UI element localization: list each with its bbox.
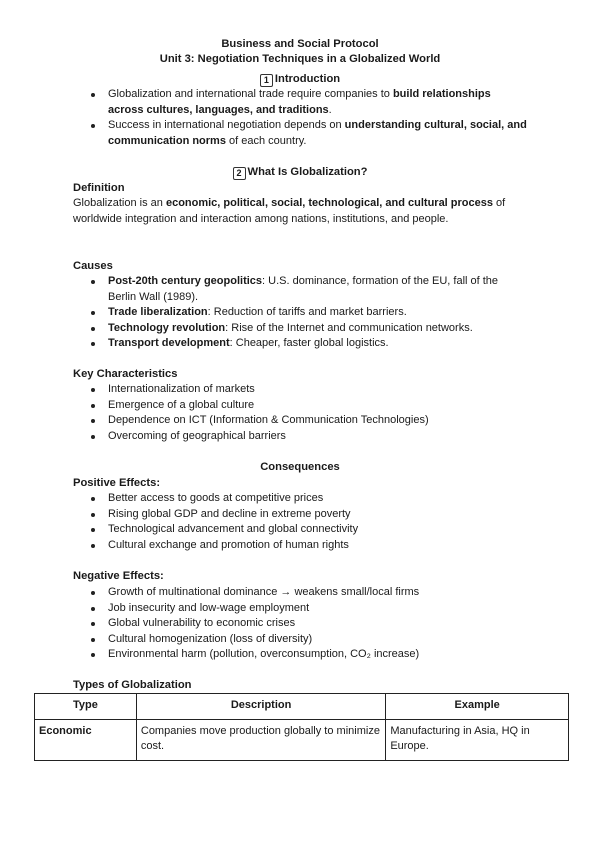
- types-label: Types of Globalization: [73, 679, 192, 691]
- unit-title: Unit 3: Negotiation Techniques in a Globalized World: [159, 53, 441, 65]
- list-item-bold: build relationships across cultures, languages, and traditions: [108, 88, 491, 116]
- negative-effects-label: Negative Effects:: [73, 570, 164, 582]
- course-title: Business and Social Protocol: [221, 38, 379, 50]
- list-item-text: : Reduction of tariffs and market barriers.: [207, 306, 407, 319]
- list-item: Better access to goods at competitive prices: [0, 491, 528, 507]
- list-item-text: : U.S. dominance, formation of the EU, fall of the Berlin Wall (1989).: [108, 275, 499, 303]
- consequences-heading: Consequences: [260, 461, 340, 473]
- list-item-text: of each country.: [225, 134, 307, 147]
- causes-list: [0, 274, 600, 352]
- list-item: [0, 336, 528, 352]
- list-item: Growth of multinational dominance → weakens small/local firms: [0, 585, 528, 601]
- list-item: [0, 305, 528, 321]
- definition-bold: economic, political, social, technological, and cultural process: [165, 197, 493, 209]
- definition-text: Globalization is an: [73, 197, 166, 209]
- list-item: Technological advancement and global connectivity: [0, 522, 528, 538]
- section-heading-what-is-globalization: [0, 165, 600, 181]
- causes-label: Causes: [73, 260, 113, 272]
- definition-label: Definition: [73, 182, 125, 194]
- column-header-description: Description: [136, 694, 385, 720]
- list-item: Emergence of a global culture: [0, 398, 528, 414]
- list-item: Internationalization of markets: [0, 382, 528, 398]
- characteristics-label: Key Characteristics: [73, 368, 178, 380]
- list-item-text: .: [328, 103, 332, 116]
- list-item-bold: Trade liberalization: [108, 306, 208, 319]
- list-item-bold: Technology revolution: [108, 321, 226, 334]
- list-item: Environmental harm (pollution, overconsumption, CO₂ increase): [0, 647, 528, 663]
- table-cell-type: Economic: [35, 720, 137, 761]
- list-item-text: : Cheaper, faster global logistics.: [229, 337, 389, 350]
- number-2-icon: 2: [233, 167, 246, 180]
- list-item-bold: Post-20th century geopolitics: [108, 275, 263, 287]
- list-item-bold: understanding cultural, social, and communication norms: [108, 119, 527, 147]
- what-heading-text: What Is Globalization?: [247, 166, 368, 178]
- list-item: Cultural exchange and promotion of human rights: [0, 538, 528, 554]
- list-item: [0, 274, 528, 305]
- table-cell-description: Companies move production globally to minimize cost.: [136, 720, 385, 761]
- list-item: Dependence on ICT (Information & Communication Technologies): [0, 413, 528, 429]
- column-header-example: Example: [386, 694, 569, 720]
- negative-effects-list: [0, 585, 600, 663]
- list-item: Cultural homogenization (loss of diversity): [0, 632, 528, 648]
- list-item: [0, 87, 528, 118]
- list-item: [0, 321, 528, 337]
- table-header-row: [35, 694, 569, 720]
- list-item-text: Success in international negotiation depends on: [108, 119, 345, 132]
- list-item-text: : Rise of the Internet and communication networks.: [225, 321, 473, 334]
- definition-text: of worldwide integration and interaction among nations, institutions, and people.: [73, 197, 506, 225]
- number-1-icon: 1: [260, 74, 273, 87]
- list-item-bold: Transport development: [108, 337, 230, 350]
- positive-effects-label: Positive Effects:: [73, 477, 161, 489]
- list-item: [0, 118, 528, 149]
- section-heading-introduction: [0, 72, 600, 88]
- positive-effects-list: [0, 491, 600, 553]
- introduction-list: [0, 87, 600, 149]
- introduction-heading-text: Introduction: [274, 73, 341, 85]
- list-item: Global vulnerability to economic crises: [0, 616, 528, 632]
- types-table: [34, 693, 569, 761]
- table-cell-example: Manufacturing in Asia, HQ in Europe.: [386, 720, 569, 761]
- list-item: Rising global GDP and decline in extreme poverty: [0, 507, 528, 523]
- list-item: Job insecurity and low-wage employment: [0, 601, 528, 617]
- table-row: [35, 720, 569, 761]
- column-header-type: Type: [35, 694, 137, 720]
- list-item: Overcoming of geographical barriers: [0, 429, 528, 445]
- list-item-text: Globalization and international trade require companies to: [108, 88, 393, 100]
- characteristics-list: [0, 382, 600, 444]
- definition-paragraph: [73, 196, 533, 227]
